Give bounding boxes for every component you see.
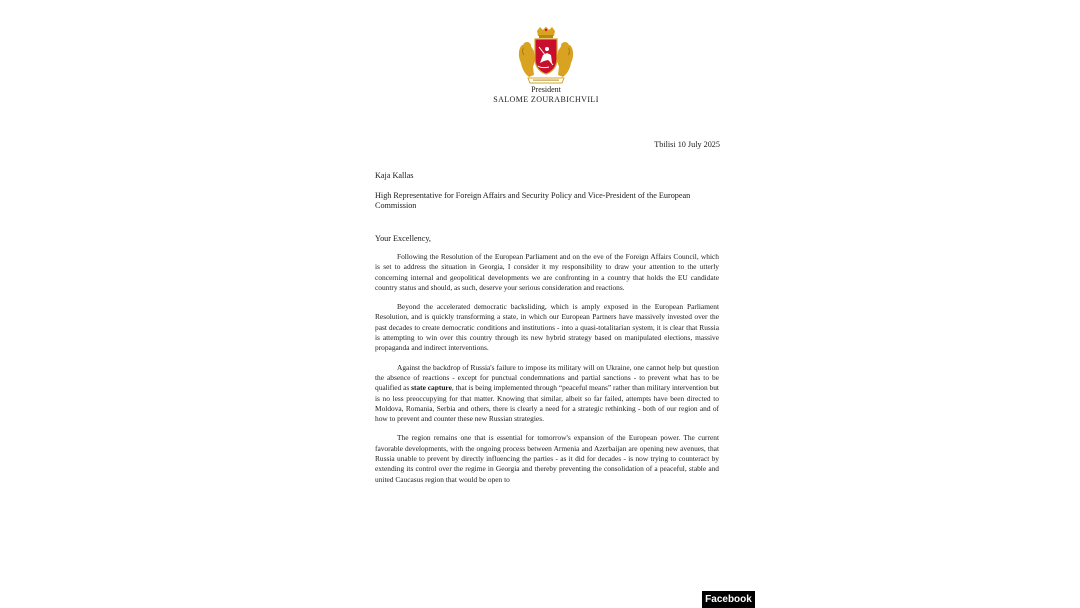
letterhead-name: SALOME ZOURABICHVILI [493,95,599,104]
georgia-coat-of-arms-icon [516,27,576,85]
paragraph-text: , that is being implemented through “peaceful means” rather than military intervention but is no less preoccupying for that matter. Knowing that similar, albeit so far failed, attempts have been directed to Moldova, Romania, Serbia and others, there is clearly a need for a strategic rethinking - both of our region and of how to prevent and counter these new Russian strategies. [375,383,719,424]
paragraph: Beyond the accelerated democratic backsliding, which is amply exposed in the European Parliament Resolution, and is quickly transforming a state, in which our European Partners have massively invested over the past decades to create democratic conditions and institutions - into a quasi-totalitarian system, it is clear that Russia is attempting to win over this country through its new hybrid strategy based on manipulated elections, massive propaganda and indirect interventions. [375,302,719,353]
letter-page [368,22,724,608]
letter-date: Tbilisi 10 July 2025 [654,140,720,149]
recipient-name: Kaja Kallas [375,171,414,180]
paragraph: The region remains one that is essential for tomorrow's expansion of the European power. The current favorable developments, with the ongoing process between Armenia and Azerbaijan are opening new avenues, that Russia unable to prevent by directly influencing the parties - as it did for decades - is now trying to counteract by extending its control over the regime in Georgia and thereby preventing the consolidation of a peaceful, stable and united Caucasus region that would be open to [375,433,719,484]
paragraph: Following the Resolution of the European Parliament and on the eve of the Foreign Affairs Council, which is set to address the situation in Georgia, I consider it my responsibility to draw your attention to the utterly concerning internal and geopolitical developments we are confronting in a country that holds the EU candidate country status and should, as such, deserve your serious consideration and reactions. [375,252,719,292]
crown-icon [537,27,555,38]
paragraph [375,363,719,425]
source-badge: Facebook [702,591,755,608]
letter-body [375,252,719,494]
salutation: Your Excellency, [375,234,431,243]
paragraph-text: Against the backdrop of Russia's failure to impose its military will on Ukraine, one cannot help but question the absence of reactions - except for punctual condemnations and partial sanctions - to prevent what has to be qualified as [375,362,719,393]
emphasis-state-capture: state capture [411,383,452,393]
letterhead-title: President [531,85,561,94]
recipient-title: High Representative for Foreign Affairs and Security Policy and Vice-President of the European Commission [375,191,691,210]
